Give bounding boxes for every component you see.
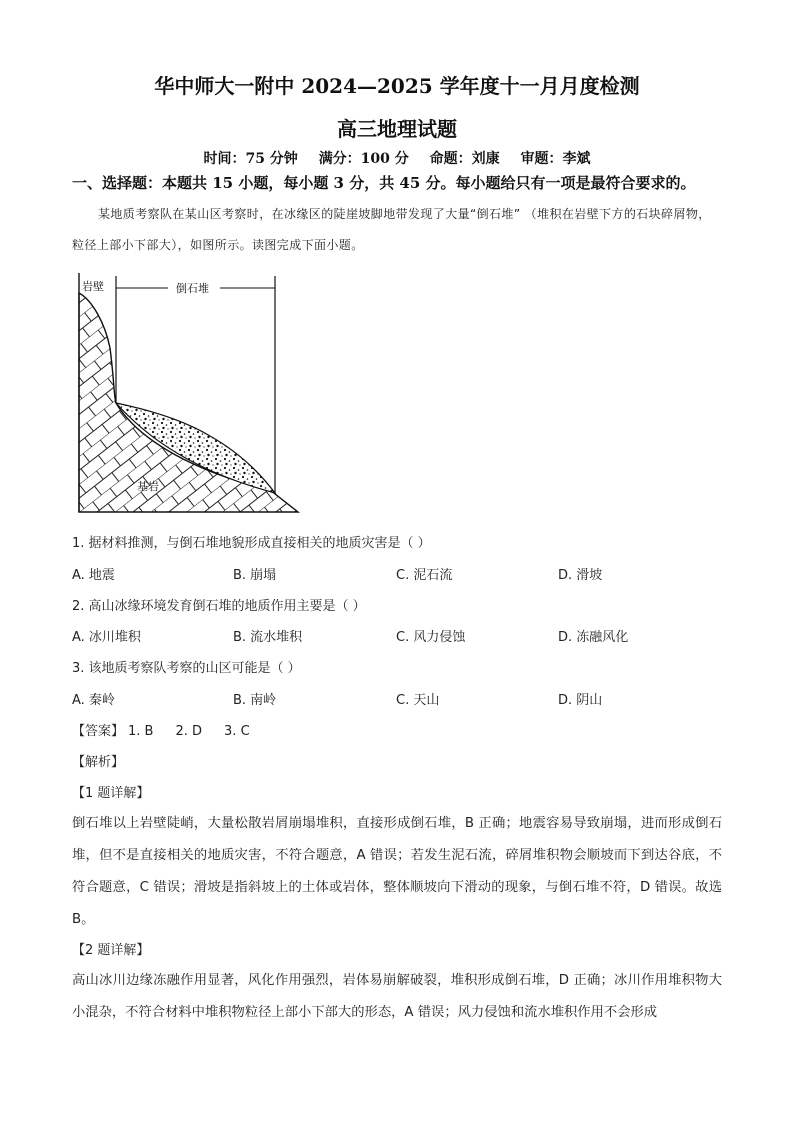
question-3-option-d[interactable]: D. 阴山 (558, 693, 603, 708)
talus-diagram (70, 268, 302, 516)
answer-item: 2. D (175, 724, 203, 739)
analysis-q1-label: 【1 题详解】 (72, 786, 150, 801)
bedrock-body (79, 293, 298, 512)
section-heading: 一、选择题：本题共 15 小题，每小题 3 分，共 45 分。每小题给只有一项是最符合要求的。 (72, 174, 696, 192)
label-talus: 倒石堆 (176, 282, 209, 295)
question-3-option-c[interactable]: C. 天山 (396, 693, 440, 708)
analysis-q2-text: 高山冰川边缘冻融作用显著，风化作用强烈，岩体易崩解破裂，堆积形成倒石堆，D 正确；冰川作用堆积物大小混杂，不符合材料中堆积物粒径上部小下部大的形态，A 错误；风力侵蚀和流水堆积作用不会形成 (72, 973, 722, 1020)
question-1-option-b[interactable]: B. 崩塌 (233, 568, 277, 583)
question-3-option-a[interactable]: A. 秦岭 (72, 693, 115, 708)
exam-time: 时间：75 分钟 (203, 151, 298, 167)
exam-subtitle: 高三地理试题 (337, 117, 457, 141)
analysis-label: 【解析】 (72, 755, 125, 770)
answer-tag: 【答案】 (72, 724, 125, 739)
question-2-option-a[interactable]: A. 冰川堆积 (72, 630, 141, 645)
question-1-option-c[interactable]: C. 泥石流 (396, 568, 453, 583)
exam-score: 满分：100 分 (318, 151, 409, 167)
exam-reviewer: 审题：李斌 (520, 151, 591, 167)
question-material: 某地质考察队在某山区考察时，在冰缘区的陡崖坡脚地带发现了大量“倒石堆” （堆积在岩壁下方的石块碎屑物，粒径上部小下部大），如图所示。读图完成下面小题。 (72, 207, 711, 252)
answer-item: 1. B (128, 724, 154, 739)
question-2-stem: 2. 高山冰缘环境发育倒石堆的地质作用主要是（ ） (72, 599, 366, 614)
question-3-option-b[interactable]: B. 南岭 (233, 693, 277, 708)
answer-item: 3. C (224, 724, 250, 739)
question-3-stem: 3. 该地质考察队考察的山区可能是（ ） (72, 661, 301, 676)
question-1-stem: 1. 据材料推测，与倒石堆地貌形成直接相关的地质灾害是（ ） (72, 536, 431, 551)
answer-line (72, 720, 250, 739)
question-2-option-d[interactable]: D. 冻融风化 (558, 630, 629, 645)
exam-meta (0, 148, 794, 168)
question-2-option-b[interactable]: B. 流水堆积 (233, 630, 303, 645)
label-cliff: 岩壁 (82, 280, 104, 293)
exam-author: 命题：刘康 (429, 151, 500, 167)
question-2-option-c[interactable]: C. 风力侵蚀 (396, 630, 466, 645)
page-title: 华中师大一附中 2024—2025 学年度十一月月度检测 (154, 74, 640, 98)
question-1-option-d[interactable]: D. 滑坡 (558, 568, 603, 583)
label-bedrock: 基岩 (137, 480, 159, 493)
analysis-q2-label: 【2 题详解】 (72, 943, 150, 958)
analysis-q1-text: 倒石堆以上岩壁陡峭，大量松散岩屑崩塌堆积，直接形成倒石堆，B 正确；地震容易导致崩塌，进而形成倒石堆，但不是直接相关的地质灾害，不符合题意，A 错误；若发生泥石流，碎屑堆积物会顺坡而下到达谷底，不符合题意，C 错误；滑坡是指斜坡上的土体或岩体，整体顺坡向下滑动的现象，与倒石堆不符，D 错误。故选 B。 (72, 816, 722, 927)
question-1-option-a[interactable]: A. 地震 (72, 568, 115, 583)
